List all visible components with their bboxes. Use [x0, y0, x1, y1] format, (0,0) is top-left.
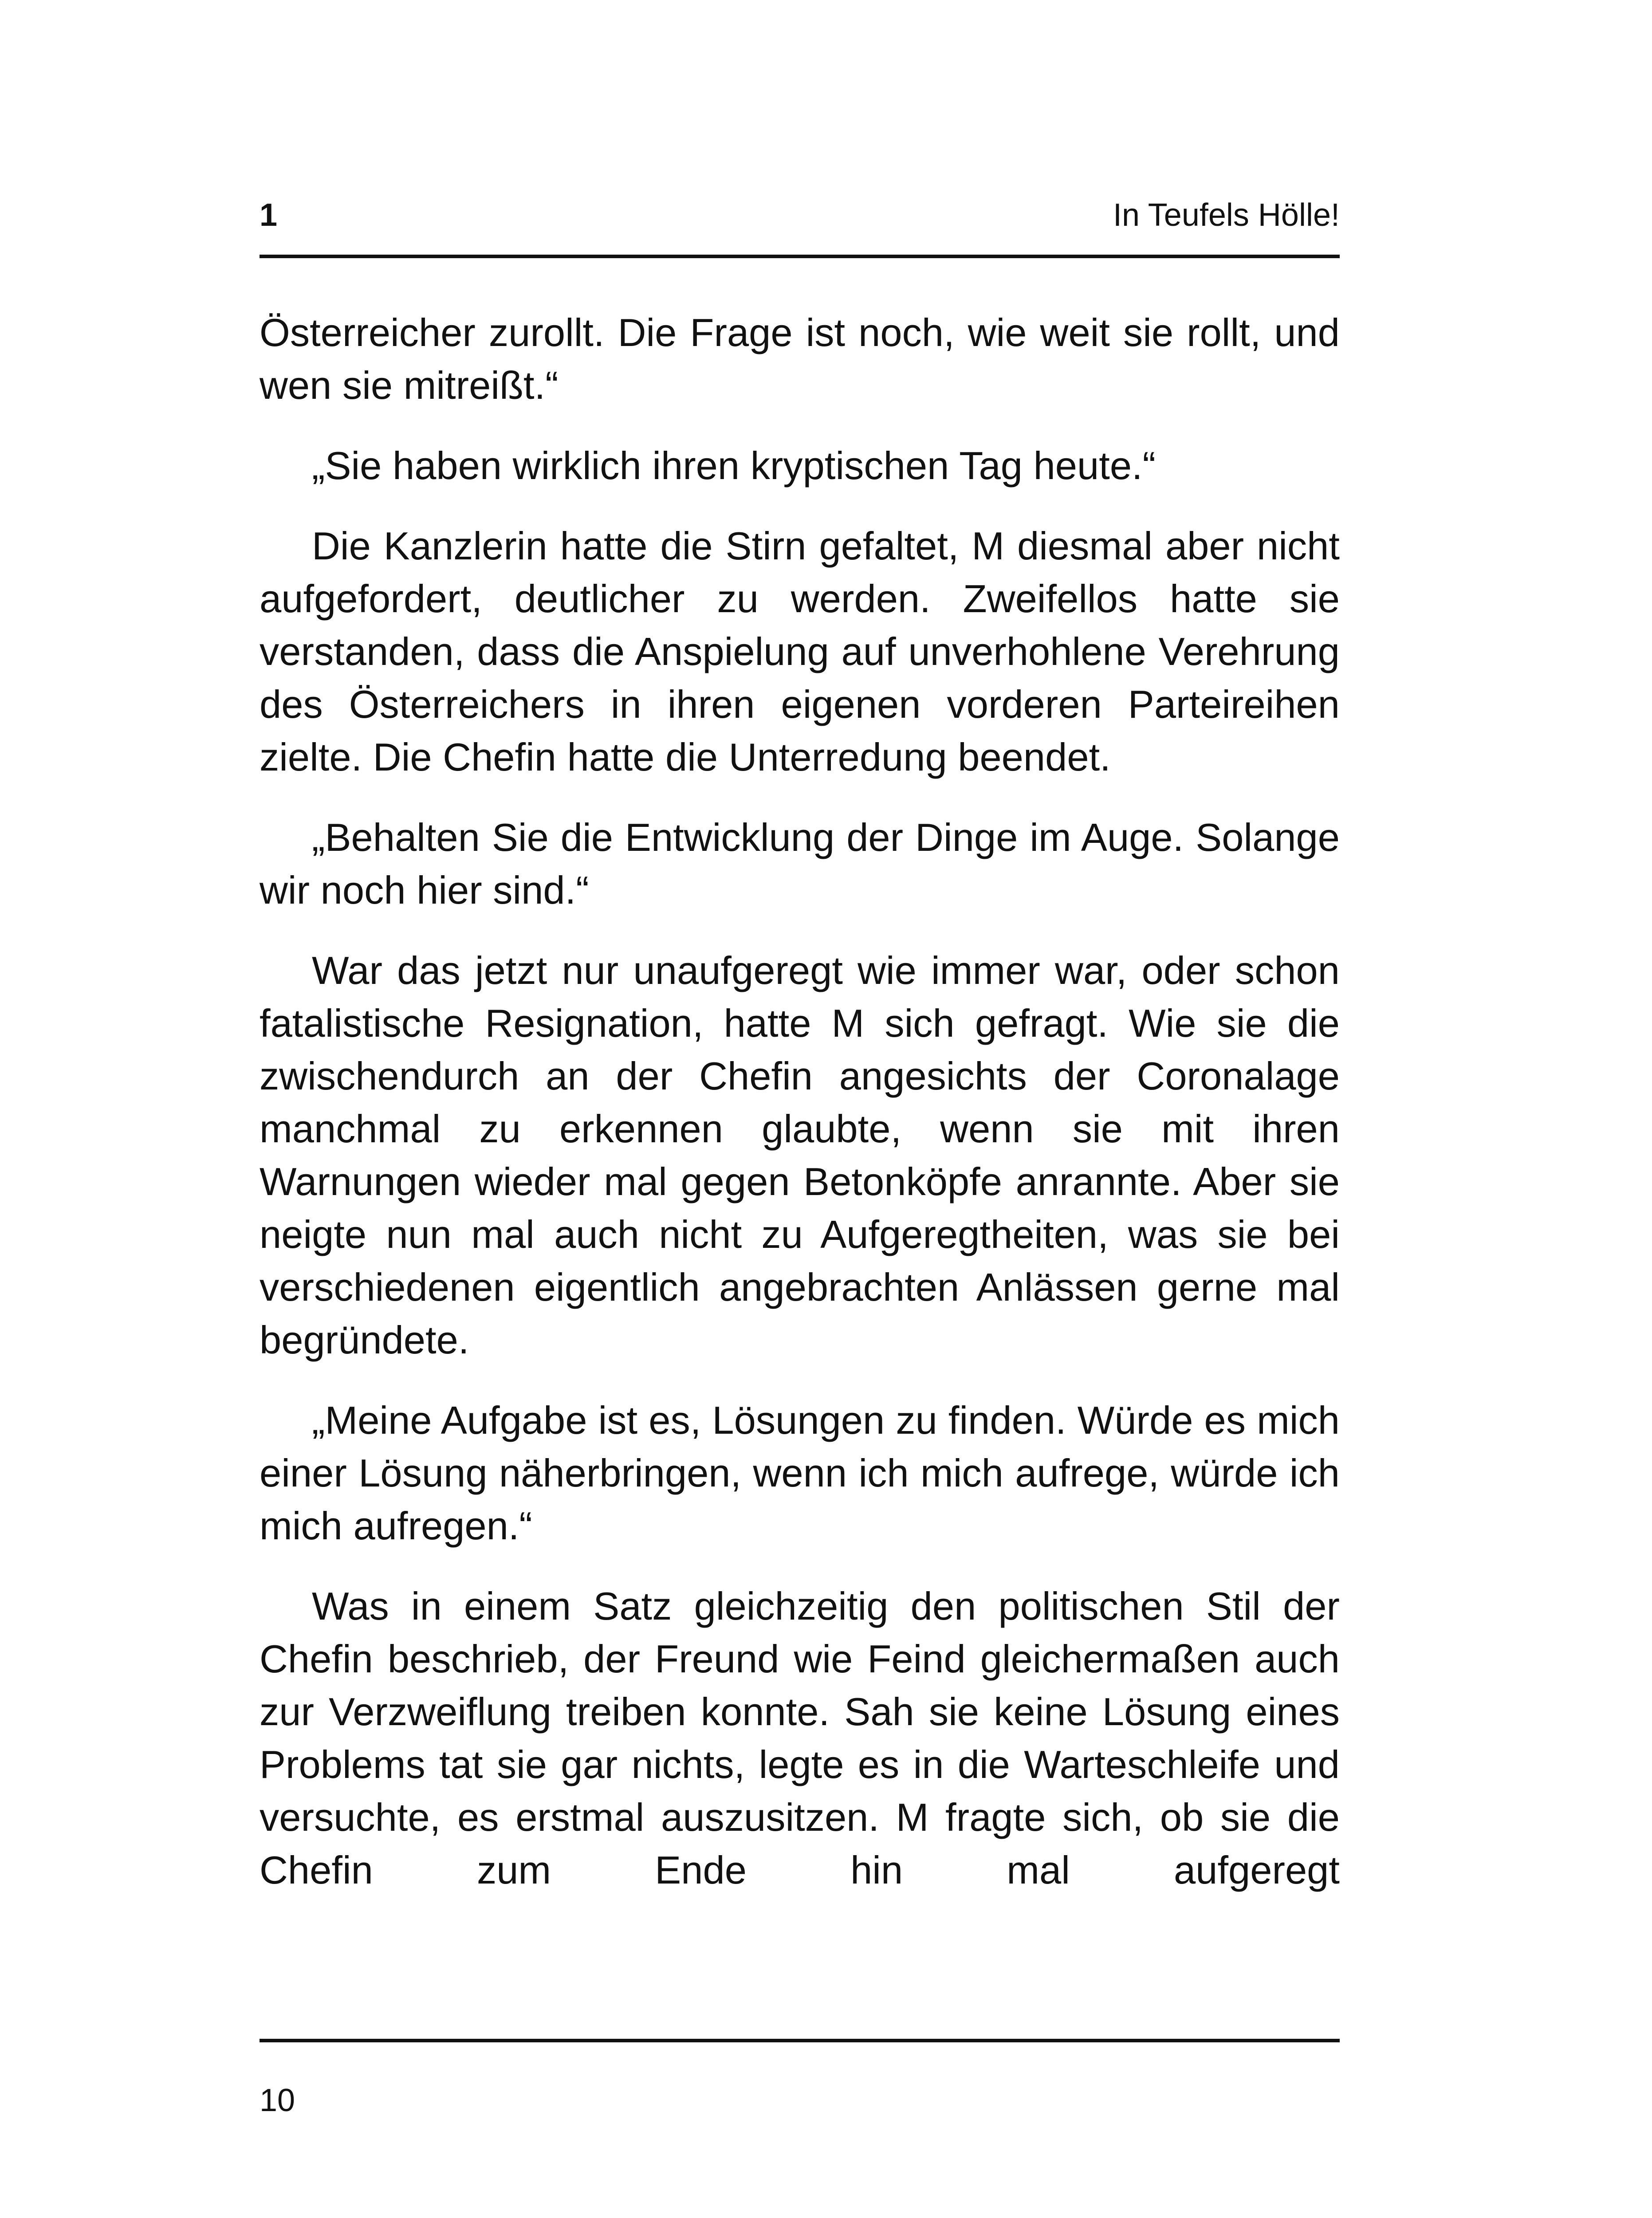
- paragraph: „Behalten Sie die Entwicklung der Dinge im Auge. Solange wir noch hier sind.“: [260, 815, 1340, 912]
- paragraph: „Meine Aufgabe ist es, Lösungen zu finden. Würde es mich einer Lösung näherbringen, wenn ich mich aufrege, würde ich mich aufregen.“: [260, 1398, 1340, 1548]
- chapter-number: 1: [260, 197, 278, 233]
- running-title: In Teufels Hölle!: [1113, 197, 1340, 233]
- paragraph: Was in einem Satz gleichzeitig den politischen Stil der Chefin beschrieb, der Freund wie Feind gleichermaßen auch zur Verzweiflung treiben konnte. Sah sie keine Lösung eines Problems tat sie gar nichts, legte es in die Warteschleife und versuchte, es erstmal auszusitzen. M fragte sich, ob sie die Chefin zum Ende hin mal aufgeregt: [260, 1584, 1340, 1892]
- paragraph: Österreicher zurollt. Die Frage ist noch, wie weit sie rollt, und wen sie mitreißt.“: [260, 311, 1340, 407]
- header-divider: [260, 255, 1340, 258]
- page-header: [260, 191, 1340, 257]
- page-number: 10: [260, 2083, 295, 2118]
- paragraph: War das jetzt nur unaufgeregt wie immer war, oder schon fatalistische Resignation, hatte M sich gefragt. Wie sie die zwischendurch an der Chefin angesichts der Coronalage manchmal zu erkennen glaubte, wenn sie mit ihren Warnungen wieder mal gegen Betonköpfe anrannte. Aber sie neigte nun mal auch nicht zu Aufgeregtheiten, was sie bei verschiedenen eigentlich angebrachten Anlässen gerne mal begründete.: [260, 948, 1340, 1362]
- paragraph: „Sie haben wirklich ihren kryptischen Tag heute.“: [312, 444, 1156, 488]
- paragraph: Die Kanzlerin hatte die Stirn gefaltet, M diesmal aber nicht aufgefordert, deutlicher zu werden. Zweifellos hatte sie verstanden, dass die Anspielung auf unverhohlene Verehrung des Österreichers in ihren eigenen vorderen Parteireihen zielte. Die Chefin hatte die Unterredung beendet.: [260, 524, 1340, 779]
- footer-divider: [260, 2039, 1340, 2042]
- body-text: [260, 306, 1340, 1924]
